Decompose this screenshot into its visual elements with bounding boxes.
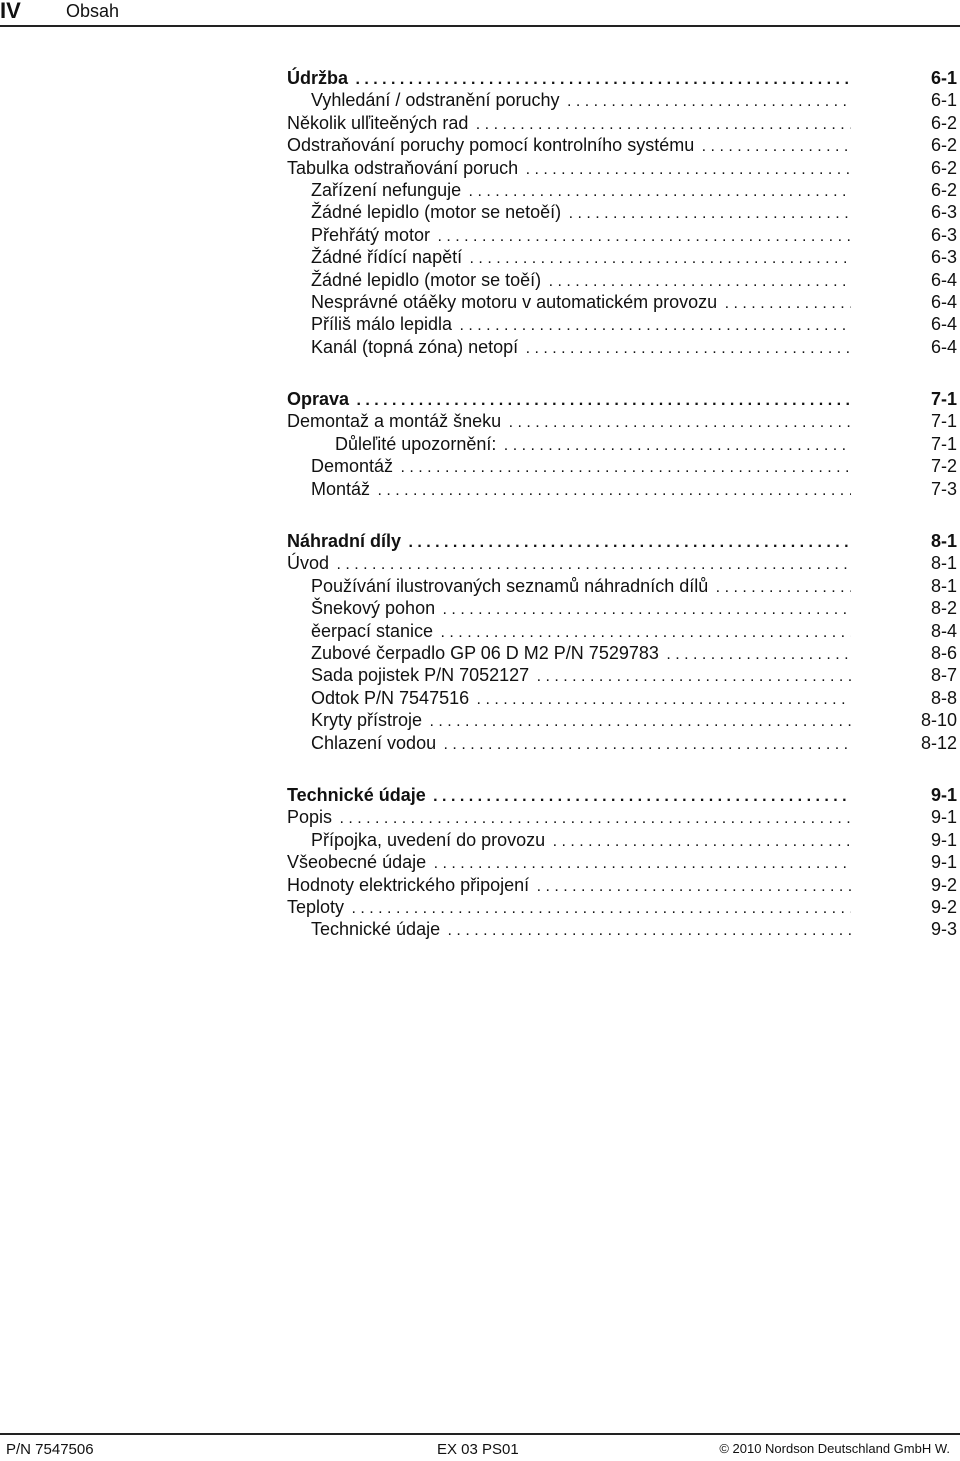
toc-entry-page: 8-1 [930,575,957,596]
toc-entry-page: 6-3 [930,247,957,268]
toc-section [287,388,957,500]
toc-entry[interactable] [287,112,957,134]
toc-entry-leader [311,709,851,733]
toc-entry-label: Žádné řídící napětí [311,247,465,267]
toc-entry-label: ěerpací stanice [311,621,436,641]
toc-entry-page: 8-4 [930,620,957,641]
toc-section [287,530,957,754]
toc-entry[interactable] [287,269,957,291]
toc-entry-page: 8-8 [930,687,957,708]
toc-entry-label: Žádné lepidlo (motor se netoěí) [311,202,564,222]
footer-divider [0,1433,960,1435]
toc-entry-label: Přehřátý motor [311,225,433,245]
toc-section [287,784,957,941]
toc-entry-label: Demontáž [311,456,396,476]
toc-entry-leader [287,874,851,898]
toc-entry-page: 8-7 [930,665,957,686]
toc-entry-leader [311,918,851,942]
toc-entry[interactable] [287,246,957,268]
toc-entry[interactable] [287,687,957,709]
toc-entry[interactable] [287,201,957,223]
toc-entry-leader [287,806,851,830]
toc-entry-label: Vyhledání / odstranění poruchy [311,90,563,110]
toc-entry-page: 6-4 [930,291,957,312]
toc-entry-label: Zařízení nefunguje [311,180,464,200]
section-spacer [287,500,957,530]
toc-entry-label: Odtok P/N 7547516 [311,688,472,708]
toc-entry-page: 9-2 [930,896,957,917]
toc-entry-leader [311,246,851,270]
toc-entry-page: 9-1 [930,807,957,828]
footer-part-number: P/N 7547506 [6,1441,94,1458]
toc-entry-leader [311,575,851,599]
toc-entry[interactable] [287,642,957,664]
toc-entry-label: Teploty [287,897,347,917]
toc-entry-label: Montáž [311,479,373,499]
toc-entry-page: 7-2 [930,456,957,477]
toc-entry-page: 6-2 [930,135,957,156]
toc-entry-page: 7-1 [930,389,957,410]
toc-entry-page: 8-1 [930,531,957,552]
toc-entry-page: 9-1 [930,784,957,805]
toc-entry-leader [287,552,851,576]
toc-entry[interactable] [287,336,957,358]
toc-entry-leader [311,455,851,479]
toc-entry-leader [311,620,851,644]
footer-doc-code: EX 03 PS01 [437,1441,519,1458]
toc-entry[interactable] [287,575,957,597]
toc-entry-page: 8-1 [930,553,957,574]
toc-entry-page: 6-4 [930,336,957,357]
toc-entry-page: 6-2 [930,112,957,133]
toc-entry-leader [287,157,851,181]
toc-entry[interactable] [287,455,957,477]
toc-entry[interactable] [287,597,957,619]
toc-entry-leader [311,89,851,113]
table-of-contents [287,67,957,941]
toc-entry[interactable] [287,410,957,432]
toc-entry-label: Kryty přístroje [311,710,425,730]
toc-entry[interactable] [287,313,957,335]
toc-chapter-heading[interactable] [287,784,957,806]
toc-entry-label: Technické údaje [311,919,443,939]
toc-entry-leader [311,597,851,621]
toc-entry[interactable] [287,134,957,156]
toc-entry-page: 9-1 [930,829,957,850]
page-title: Obsah [66,1,120,21]
toc-entry-label: Přípojka, uvedení do provozu [311,830,548,850]
toc-entry-leader [287,784,851,808]
toc-entry-leader [311,687,851,711]
toc-entry[interactable] [287,224,957,246]
toc-entry-leader [287,851,851,875]
toc-entry-leader [311,313,851,337]
toc-entry[interactable] [287,433,957,455]
toc-entry[interactable] [287,806,957,828]
toc-entry[interactable] [287,918,957,940]
toc-entry[interactable] [287,620,957,642]
toc-entry-page: 6-3 [930,202,957,223]
toc-entry[interactable] [287,829,957,851]
toc-entry-page: 6-1 [930,68,957,88]
toc-entry-page: 9-2 [930,874,957,895]
toc-entry-leader [287,388,851,412]
toc-section [287,67,957,358]
toc-entry[interactable] [287,732,957,754]
toc-entry-label: Tabulka odstraňování poruch [287,158,521,178]
toc-entry-label: Žádné lepidlo (motor se toěí) [311,270,544,290]
toc-entry-label: Popis [287,807,335,827]
section-spacer [287,358,957,388]
toc-chapter-heading[interactable] [287,530,957,552]
toc-entry-leader [287,134,851,158]
toc-entry-leader [311,642,851,666]
toc-entry-leader [311,291,851,315]
toc-entry[interactable] [287,478,957,500]
toc-chapter-heading[interactable] [287,388,957,410]
toc-entry[interactable] [287,291,957,313]
toc-entry-label: Důleľité upozornění: [335,434,499,454]
toc-entry-label: Odstraňování poruchy pomocí kontrolního systému [287,135,697,155]
toc-entry-leader [287,530,851,554]
toc-entry-label: Všeobecné údaje [287,852,429,872]
toc-entry-label: Několik ulľiteěných rad [287,113,471,133]
toc-entry-label: Údržba [287,68,351,88]
toc-entry-label: Technické údaje [287,785,429,805]
toc-entry-page: 9-3 [930,919,957,940]
toc-entry-leader [335,433,851,457]
toc-entry[interactable] [287,709,957,731]
toc-entry-page: 6-3 [930,224,957,245]
toc-entry[interactable] [287,874,957,896]
toc-entry-page: 7-1 [930,433,957,454]
toc-entry-page: 9-1 [930,852,957,873]
toc-entry-page: 6-4 [930,269,957,290]
toc-entry[interactable] [287,157,957,179]
toc-chapter-heading[interactable] [287,67,957,89]
toc-entry[interactable] [287,89,957,111]
toc-entry-label: Náhradní díly [287,531,404,551]
toc-entry[interactable] [287,896,957,918]
toc-entry-leader [311,478,851,502]
toc-entry-label: Demontaž a montáž šneku [287,411,504,431]
toc-entry-label: Sada pojistek P/N 7052127 [311,665,532,685]
toc-entry-page: 6-2 [930,157,957,178]
header-divider [0,25,960,27]
toc-entry[interactable] [287,664,957,686]
toc-entry-leader [311,269,851,293]
toc-entry[interactable] [287,851,957,873]
footer-copyright: © 2010 Nordson Deutschland GmbH W. [719,1441,950,1456]
toc-entry-page: 8-12 [920,732,957,753]
toc-entry-page: 6-4 [930,314,957,335]
chapter-number: IV [0,0,21,23]
toc-entry-page: 8-6 [930,642,957,663]
toc-entry-leader [287,67,851,91]
toc-entry-page: 7-1 [930,411,957,432]
toc-entry-leader [311,336,851,360]
toc-entry-page: 7-3 [930,478,957,499]
toc-entry-page: 6-2 [930,179,957,200]
toc-entry-label: Šnekový pohon [311,598,438,618]
toc-entry-leader [311,664,851,688]
page-footer [0,1433,960,1461]
toc-entry-page: 6-1 [930,90,957,111]
toc-entry-label: Používání ilustrovaných seznamů náhradních dílů [311,576,711,596]
toc-entry-page: 8-2 [930,598,957,619]
toc-entry-label: Úvod [287,553,332,573]
toc-entry-leader [311,179,851,203]
toc-entry-label: Chlazení vodou [311,733,439,753]
toc-entry-label: Příliš málo lepidla [311,314,455,334]
toc-entry-label: Hodnoty elektrického připojení [287,875,532,895]
toc-entry-leader [311,224,851,248]
toc-entry-leader [311,732,851,756]
toc-entry-leader [287,112,851,136]
toc-entry[interactable] [287,552,957,574]
toc-entry-page: 8-10 [920,710,957,731]
toc-entry-label: Nesprávné otáěky motoru v automatickém provozu [311,292,720,312]
page-header [0,0,960,26]
toc-entry-leader [311,201,851,225]
toc-entry-leader [287,410,851,434]
toc-entry-leader [311,829,851,853]
section-spacer [287,754,957,784]
toc-entry-leader [287,896,851,920]
toc-entry-label: Oprava [287,389,352,409]
toc-entry[interactable] [287,179,957,201]
toc-entry-label: Kanál (topná zóna) netopí [311,337,521,357]
toc-entry-label: Zubové čerpadlo GP 06 D M2 P/N 7529783 [311,643,662,663]
